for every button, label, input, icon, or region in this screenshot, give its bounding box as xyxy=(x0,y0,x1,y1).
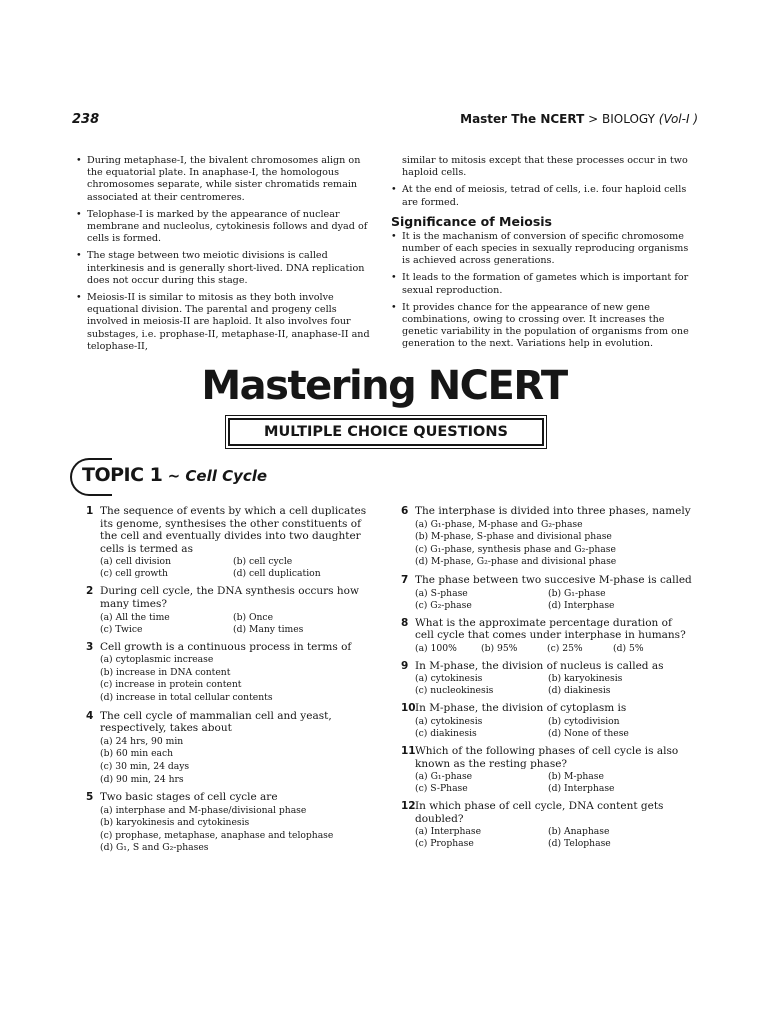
question-item xyxy=(403,505,693,569)
significance-heading: Significance of Meiosis xyxy=(391,213,552,229)
question-number: 12 xyxy=(401,800,416,813)
answer-option: (c) G₁-phase, synthesis phase and G₂-phase xyxy=(415,543,616,555)
question-number: 6 xyxy=(401,505,409,517)
bullet-item: • It is the machanism of conversion of specific chromosome number of each species in sexually reproducing organisms is achieved across generations. xyxy=(391,230,689,267)
bullet-text: It provides chance for the appearance of new gene combinations, owing to crossing over. It increases the genetic variability in the population of organisms from one generation to the next. Variations help in evolution. xyxy=(402,301,689,350)
answer-option: (b) cell cycle xyxy=(233,556,293,568)
answer-option: (c) Prophase xyxy=(415,838,474,850)
answer-options xyxy=(415,673,693,697)
answer-option: (d) Interphase xyxy=(548,783,615,795)
question-text: Cell growth is a continuous process in terms of xyxy=(100,640,352,653)
answer-option: (c) G₂-phase xyxy=(415,599,472,611)
subject: BIOLOGY xyxy=(601,112,655,126)
bullet-text: The stage between two meiotic divisions is called interkinesis and is generally short-lived. DNA replication does not occur during this stage. xyxy=(87,250,365,286)
answer-option: (a) 100% xyxy=(415,642,457,654)
question-text: In M-phase, the division of nucleus is called as xyxy=(415,659,664,672)
question-text: The phase between two succesive M-phase is called xyxy=(415,573,692,586)
answer-option: (b) karyokinesis xyxy=(548,673,623,685)
continuation-text: similar to mitosis except that these processes occur in two haploid cells. xyxy=(402,155,688,179)
answer-option: (c) Twice xyxy=(100,623,143,635)
meiosis-notes-right xyxy=(391,155,697,356)
answer-option: (d) G₁, S and G₂-phases xyxy=(100,842,209,854)
question-item xyxy=(88,641,378,705)
section-banner-subtitle: MULTIPLE CHOICE QUESTIONS xyxy=(228,418,544,446)
topic-separator: ~ xyxy=(162,467,186,485)
book-title: Master The NCERT xyxy=(460,112,585,126)
answer-option: (b) 95% xyxy=(481,642,518,654)
answer-option: (c) prophase, metaphase, anaphase and telophase xyxy=(100,829,334,841)
question-item xyxy=(88,710,378,787)
answer-option: (d) 90 min, 24 hrs xyxy=(100,773,184,785)
answer-option: (b) Anaphase xyxy=(548,826,610,838)
bullet-item: • The stage between two meiotic divisions is called interkinesis and is generally short-lived. DNA replication does not occur during this stage. xyxy=(76,250,365,286)
answer-option: (d) cell duplication xyxy=(233,568,321,580)
bullet-item: • During metaphase-I, the bivalent chromosomes align on the equatorial plate. In anaphase-I, the homologous chromosomes separate, while sister chromatids remain associated at their centromeres. xyxy=(76,155,361,203)
answer-options xyxy=(415,588,693,612)
answer-option: (a) interphase and M-phase/divisional phase xyxy=(100,804,307,816)
question-number: 10 xyxy=(401,702,416,715)
question-text: Two basic stages of cell cycle are xyxy=(100,791,278,804)
bullet-text: During metaphase-I, the bivalent chromosomes align on the equatorial plate. In anaphase-I, the homologous chromosomes separate, while sister chromatids remain associated at their centromeres. xyxy=(87,155,361,203)
answer-option: (b) 60 min each xyxy=(100,748,174,760)
answer-options xyxy=(100,654,378,704)
answer-option: (c) 25% xyxy=(547,642,583,654)
answer-option: (d) M-phase, G₂-phase and divisional phase xyxy=(415,556,617,568)
answer-options xyxy=(100,736,378,786)
bullet-item: • It leads to the formation of gametes which is important for sexual reproduction. xyxy=(391,272,689,296)
bullet-item: • Meiosis-II is similar to mitosis as they both involve equational division. The parental and progeny cells involved in meiosis-II are haploid. It also involves four substages, i.e. prophase-II, metaphase-II, anaphase-II and telophase-II, xyxy=(76,292,370,352)
bullet-text: Telophase-I is marked by the appearance of nuclear membrane and nucleolus, cytokinesis follows and dyad of cells is formed. xyxy=(87,208,368,245)
answer-option: (b) M-phase xyxy=(548,771,604,783)
questions-left-column xyxy=(88,505,378,860)
question-text: The sequence of events by which a cell duplicates its genome, synthesises the other constituents of the cell and eventually divides into two daughter cells is termed as xyxy=(100,505,367,555)
question-number: 2 xyxy=(86,585,94,598)
topic-title xyxy=(82,464,267,486)
question-text: The cell cycle of mammalian cell and yeast, respectively, takes about xyxy=(100,709,332,735)
answer-option: (d) None of these xyxy=(548,727,629,739)
answer-option: (d) Many times xyxy=(233,623,304,635)
answer-option: (b) cytodivision xyxy=(548,715,620,727)
answer-option: (c) increase in protein content xyxy=(100,679,242,691)
question-text: During cell cycle, the DNA synthesis occurs how many times? xyxy=(100,585,359,610)
bullet-text: It is the machanism of conversion of specific chromosome number of each species in sexually reproducing organisms is achieved across generations. xyxy=(402,230,689,267)
question-text: In which phase of cell cycle, DNA content gets doubled? xyxy=(415,800,664,825)
question-item xyxy=(88,505,378,580)
volume: (Vol-I ) xyxy=(658,112,698,126)
answer-options xyxy=(415,826,693,850)
separator: > xyxy=(588,112,599,126)
question-number: 1 xyxy=(86,505,94,517)
bullet-item: • At the end of meiosis, tetrad of cells, i.e. four haploid cells are formed. xyxy=(391,184,687,208)
question-item xyxy=(403,660,693,698)
answer-option: (b) karyokinesis and cytokinesis xyxy=(100,817,250,829)
answer-option: (b) M-phase, S-phase and divisional phase xyxy=(415,531,612,543)
answer-option: (a) All the time xyxy=(100,611,170,623)
answer-option: (d) Interphase xyxy=(548,599,615,611)
answer-option: (a) G₁-phase xyxy=(415,771,473,783)
question-text: In M-phase, the division of cytoplasm is xyxy=(415,702,627,715)
answer-options xyxy=(415,643,693,655)
question-item xyxy=(403,702,693,740)
answer-option: (c) nucleokinesis xyxy=(415,685,494,697)
answer-options xyxy=(100,805,378,855)
question-number: 9 xyxy=(401,659,409,672)
topic-name: Cell Cycle xyxy=(185,467,268,485)
bullet-text: It leads to the formation of gametes which is important for sexual reproduction. xyxy=(402,272,689,296)
answer-option: (b) increase in DNA content xyxy=(100,666,231,678)
answer-option: (a) S-phase xyxy=(415,587,468,599)
answer-option: (c) S-Phase xyxy=(415,783,468,795)
question-number: 7 xyxy=(401,573,409,586)
question-item xyxy=(403,800,693,850)
meiosis-notes-left xyxy=(76,155,376,358)
topic-label: TOPIC 1 xyxy=(82,464,163,486)
answer-option: (d) diakinesis xyxy=(548,685,611,697)
question-text: The interphase is divided into three phases, namely xyxy=(415,505,691,517)
answer-option: (a) cytoplasmic increase xyxy=(100,654,214,666)
answer-option: (c) diakinesis xyxy=(415,727,477,739)
question-item xyxy=(403,574,693,612)
bullet-text: Meiosis-II is similar to mitosis as they both involve equational division. The parental and progeny cells involved in meiosis-II are haploid. It also involves four substages, i.e. prophase-II, metaphase-II, anaphase-II and telophase-II, xyxy=(87,292,370,352)
answer-option: (a) cell division xyxy=(100,556,171,568)
question-text: Which of the following phases of cell cycle is also known as the resting phase? xyxy=(415,744,679,770)
question-item xyxy=(403,617,693,655)
bullet-text: At the end of meiosis, tetrad of cells, i.e. four haploid cells are formed. xyxy=(402,184,687,208)
answer-option: (b) Once xyxy=(233,611,274,623)
answer-option: (a) G₁-phase, M-phase and G₂-phase xyxy=(415,518,583,530)
page-number: 238 xyxy=(72,112,100,127)
question-item xyxy=(403,745,693,795)
answer-option: (b) G₁-phase xyxy=(548,587,606,599)
answer-option: (a) cytokinesis xyxy=(415,715,483,727)
topic-heading xyxy=(70,458,370,494)
questions-right-column xyxy=(403,505,693,855)
answer-option: (a) 24 hrs, 90 min xyxy=(100,735,184,747)
answer-options xyxy=(415,716,693,740)
answer-options xyxy=(415,771,693,795)
answer-option: (a) cytokinesis xyxy=(415,673,483,685)
question-number: 11 xyxy=(401,744,416,757)
answer-option: (c) cell growth xyxy=(100,568,168,580)
question-item xyxy=(88,791,378,855)
answer-options xyxy=(100,612,378,636)
bullet-item: • Telophase-I is marked by the appearance of nuclear membrane and nucleolus, cytokinesis follows and dyad of cells is formed. xyxy=(76,208,368,245)
question-number: 8 xyxy=(401,616,409,629)
answer-options xyxy=(415,519,693,569)
answer-options xyxy=(100,556,378,580)
page-header xyxy=(72,112,698,128)
question-number: 4 xyxy=(86,709,94,722)
answer-option: (d) Telophase xyxy=(548,838,611,850)
answer-option: (d) 5% xyxy=(613,642,644,654)
question-number: 5 xyxy=(86,791,94,804)
answer-option: (a) Interphase xyxy=(415,826,482,838)
question-text: What is the approximate percentage duration of cell cycle that comes under interphase in humans? xyxy=(415,616,686,642)
bullet-item: • It provides chance for the appearance of new gene combinations, owing to crossing over. It increases the genetic variability in the population of organisms from one generation to the next. Variations help in evolution. xyxy=(391,301,689,350)
running-title xyxy=(460,112,698,126)
question-item xyxy=(88,585,378,635)
section-banner-title: Mastering NCERT xyxy=(201,363,567,409)
question-number: 3 xyxy=(86,640,94,653)
answer-option: (d) increase in total cellular contents xyxy=(100,691,273,703)
answer-option: (c) 30 min, 24 days xyxy=(100,760,190,772)
